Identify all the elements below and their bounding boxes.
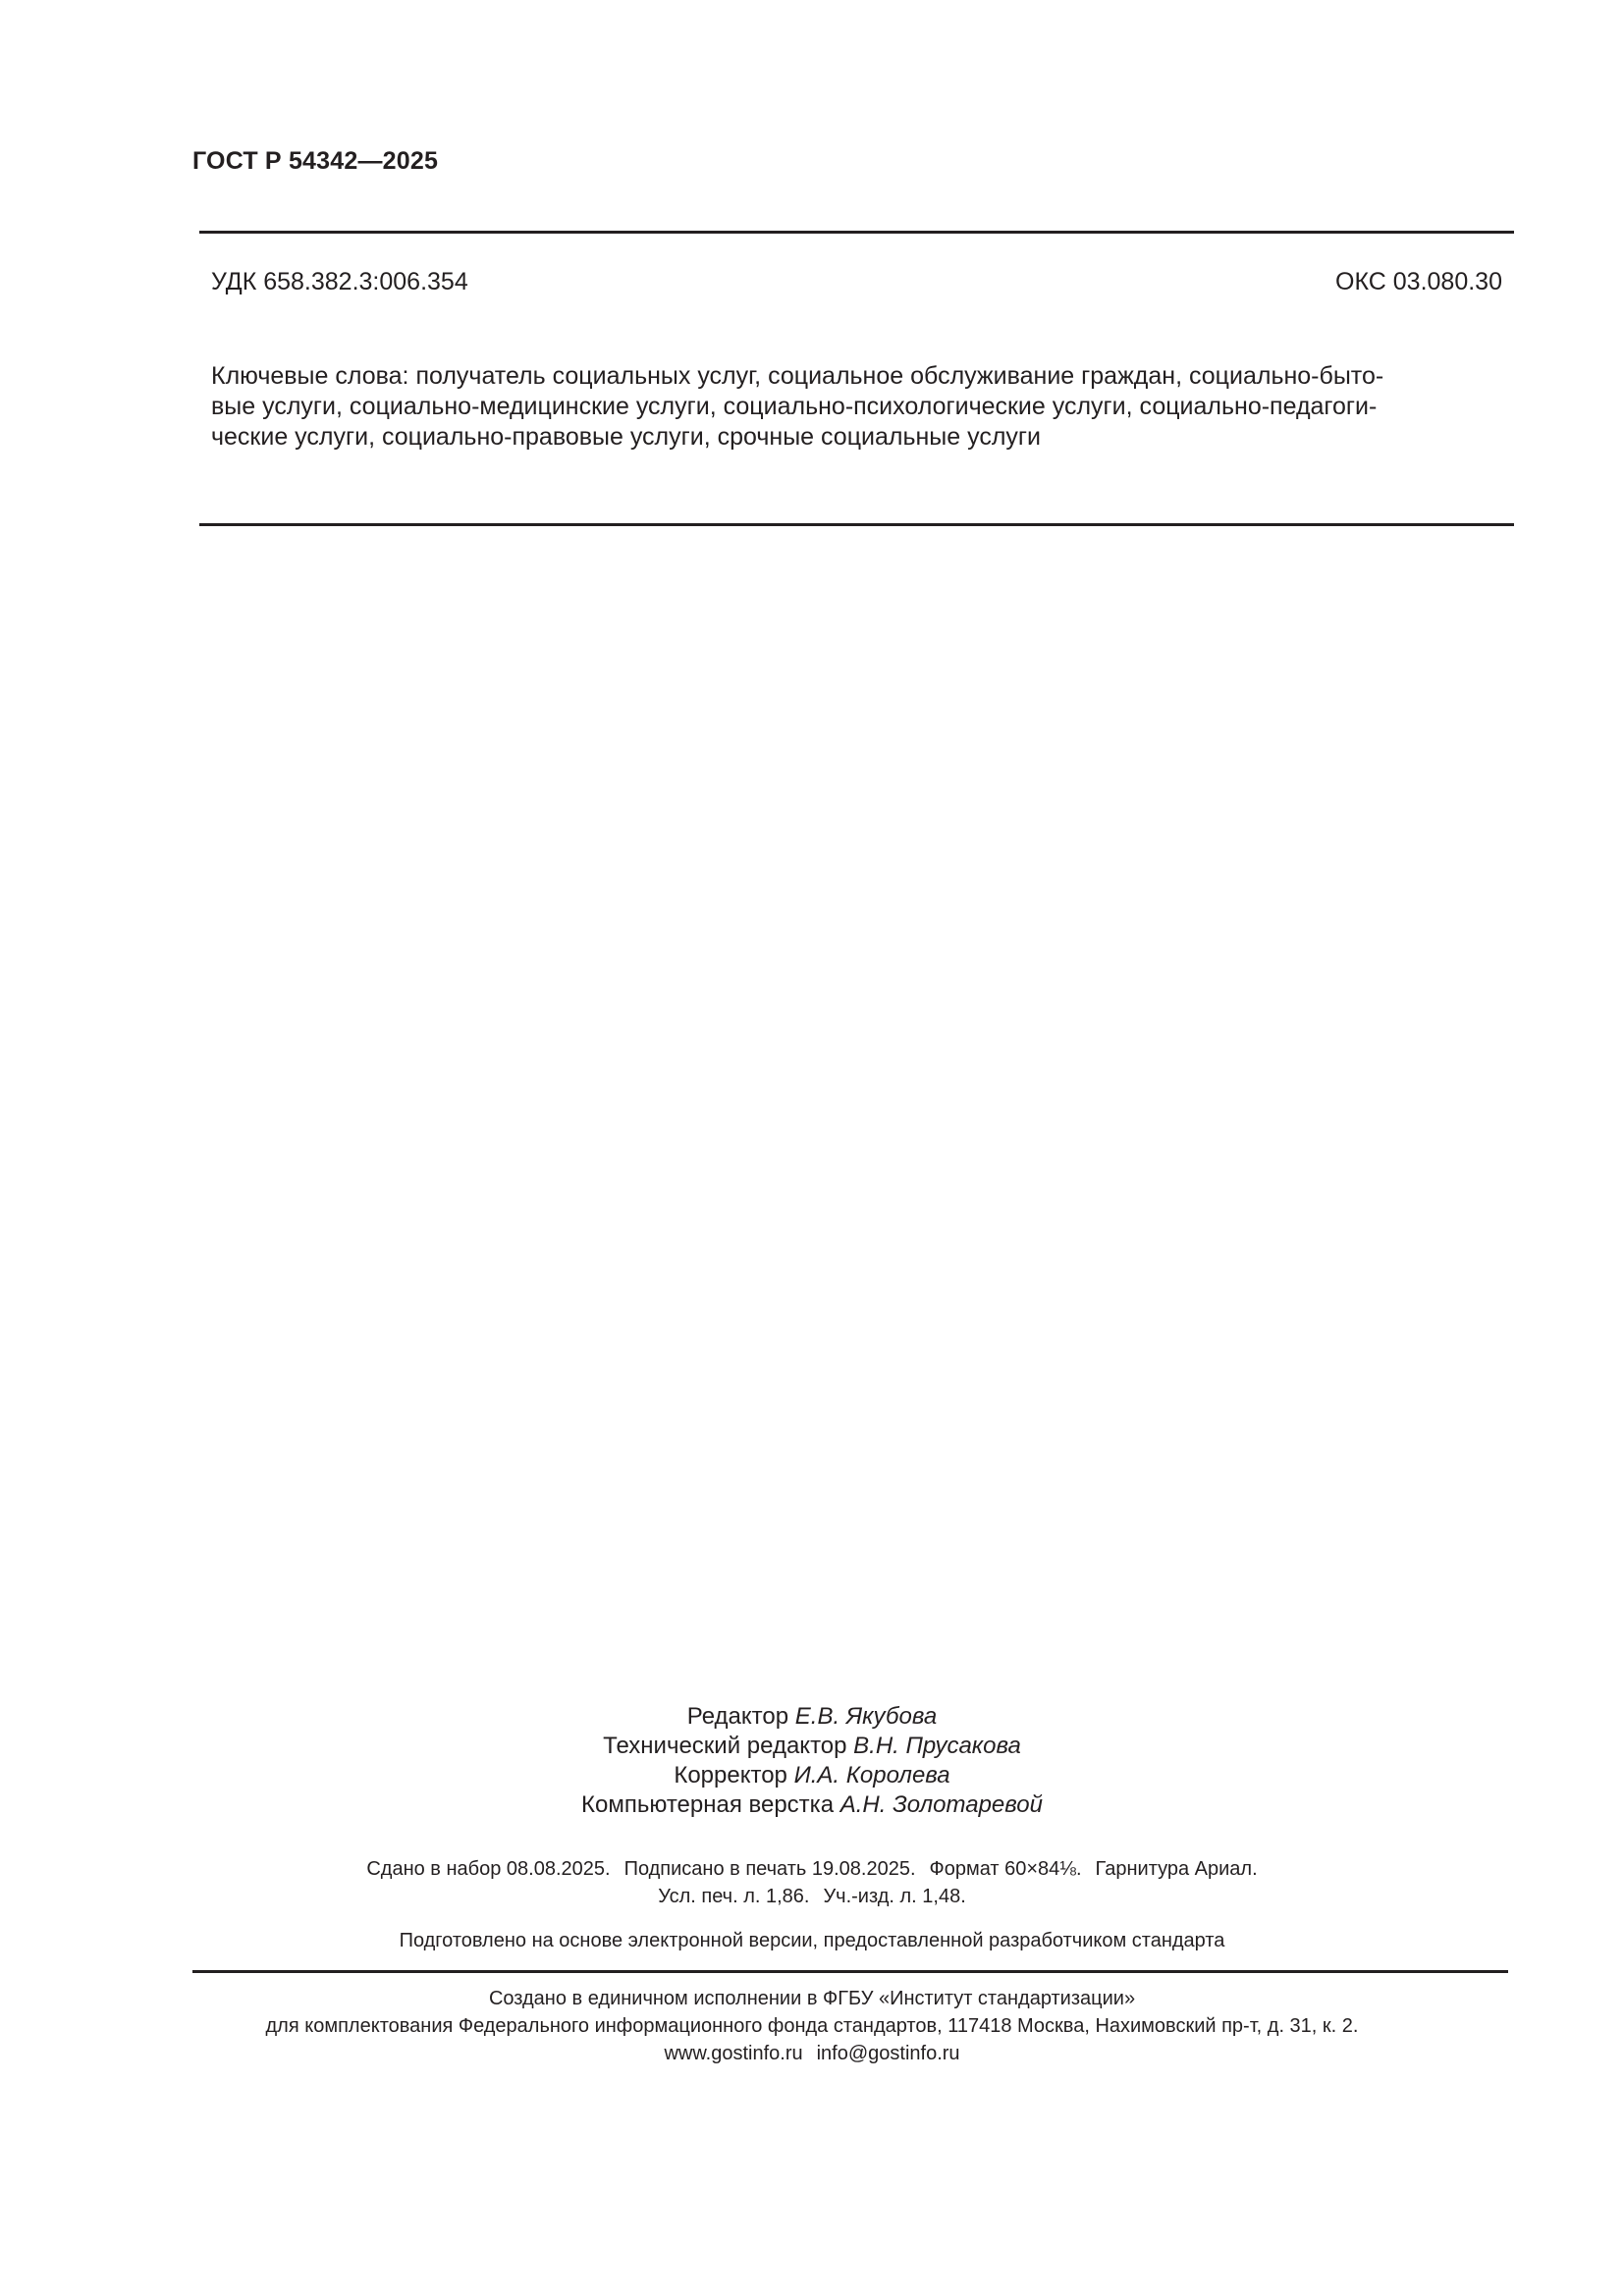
keywords-block (211, 361, 1505, 453)
imprint-submitted: Сдано в набор 08.08.2025. (366, 1858, 611, 1880)
imprint-signed: Подписано в печать 19.08.2025. (623, 1858, 916, 1880)
top-divider (199, 231, 1514, 234)
credit-role: Корректор (674, 1762, 787, 1789)
website-link[interactable]: www.gostinfo.ru (664, 2043, 803, 2064)
publisher-block (0, 1985, 1624, 2067)
credit-editor (0, 1702, 1624, 1732)
imprint-format: Формат 60×84⅛. (929, 1858, 1082, 1880)
imprint-typeface: Гарнитура Ариал. (1095, 1858, 1258, 1880)
keywords-line: вые услуги, социально-медицинские услуги, социально-психологические услуги, социально-педагоги- (211, 393, 1378, 420)
imprint-publisher-sheets: Уч.-изд. л. 1,48. (823, 1886, 966, 1907)
credits-block (0, 1702, 1624, 1820)
publisher-line-2: для комплектования Федерального информационного фонда стандартов, 117418 Москва, Нахимовский пр-т, д. 31, к. 2. (265, 2015, 1359, 2037)
prepared-note: Подготовлено на основе электронной версии, предоставленной разработчиком стандарта (399, 1930, 1225, 1951)
imprint-print-sheets: Усл. печ. л. 1,86. (658, 1886, 810, 1907)
publisher-line-1: Создано в единичном исполнении в ФГБУ «Институт стандартизации» (488, 1988, 1136, 2009)
imprint-line-1 (0, 1855, 1624, 1883)
credit-person: Е.В. Якубова (794, 1703, 938, 1730)
email-link[interactable]: info@gostinfo.ru (816, 2043, 960, 2064)
udk-code: УДК 658.382.3:006.354 (211, 268, 468, 295)
credit-technical-editor (0, 1732, 1624, 1761)
credit-person: В.Н. Прусакова (853, 1733, 1021, 1759)
document-code: ГОСТ Р 54342—2025 (192, 147, 439, 175)
publisher-contacts (0, 2040, 1624, 2067)
keywords-line: ческие услуги, социально-правовые услуги, срочные социальные услуги (211, 423, 1042, 451)
credit-role: Технический редактор (603, 1733, 847, 1759)
credit-role: Компьютерная верстка (581, 1791, 835, 1818)
credit-person: И.А. Королева (793, 1762, 950, 1789)
oks-code: ОКС 03.080.30 (1335, 268, 1502, 295)
credit-role: Редактор (686, 1703, 789, 1730)
credit-person: А.Н. Золотаревой (839, 1791, 1043, 1818)
imprint-block (0, 1855, 1624, 1910)
credit-proofreader (0, 1761, 1624, 1790)
credit-layout (0, 1790, 1624, 1820)
keywords-line: Ключевые слова: получатель социальных услуг, социальное обслуживание граждан, социально-быто- (211, 362, 1384, 390)
imprint-line-2 (0, 1883, 1624, 1910)
footer-divider (192, 1970, 1508, 1973)
keywords-divider (199, 523, 1514, 526)
